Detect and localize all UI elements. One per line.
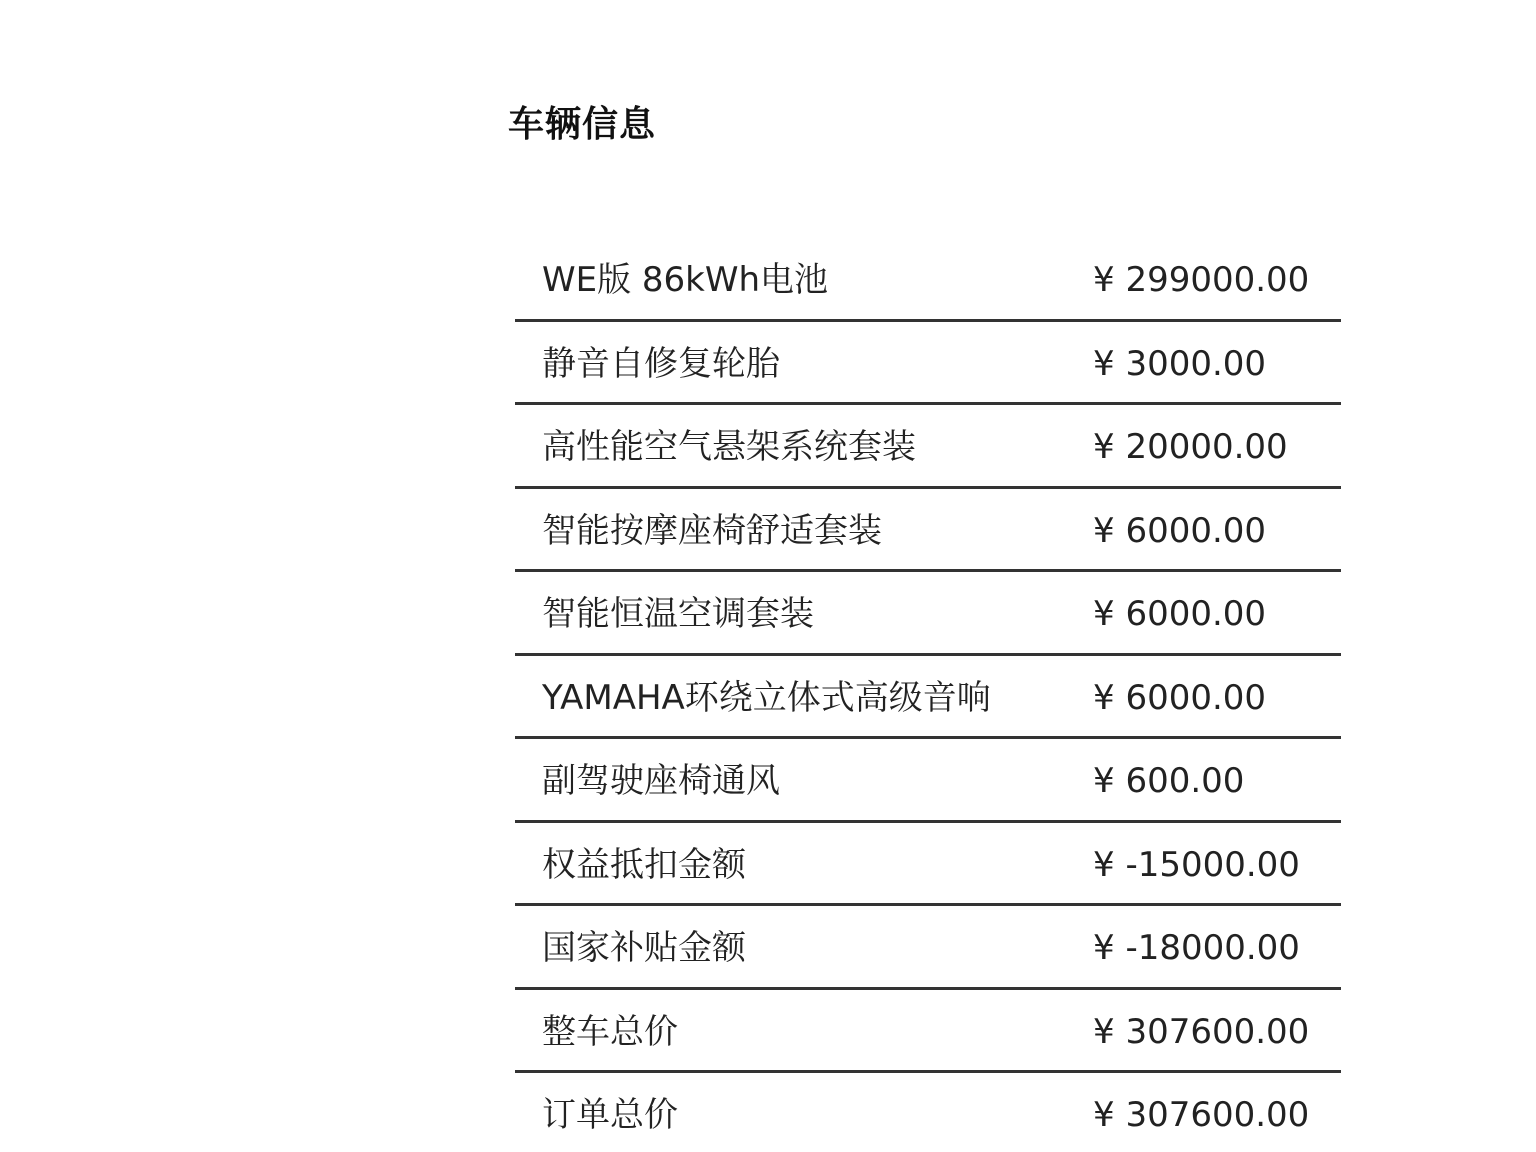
price-row-audio	[515, 656, 1341, 740]
item-price: ¥ -15000.00	[1093, 844, 1300, 885]
price-row-benefit-deduction	[515, 823, 1341, 907]
item-name: 智能恒温空调套装	[542, 594, 814, 634]
item-name: 智能按摩座椅舒适套装	[542, 510, 882, 551]
item-price: ¥ 307600.00	[1093, 1095, 1310, 1135]
item-price: ¥ 307600.00	[1093, 1011, 1310, 1052]
price-row-national-subsidy	[515, 906, 1341, 990]
item-name: 订单总价	[542, 1095, 678, 1135]
price-row-battery	[515, 238, 1341, 322]
item-name: 静音自修复轮胎	[542, 343, 780, 384]
item-price: ¥ -18000.00	[1093, 928, 1300, 968]
price-list	[515, 238, 1341, 1152]
price-row-passenger-ventilation	[515, 739, 1341, 823]
item-name: 国家补贴金额	[542, 928, 746, 968]
price-row-tires	[515, 322, 1341, 406]
item-name: 高性能空气悬架系统套装	[542, 427, 916, 467]
item-name: WE版 86kWh电池	[542, 260, 829, 300]
item-name: YAMAHA环绕立体式高级音响	[542, 677, 991, 718]
item-price: ¥ 20000.00	[1093, 427, 1288, 467]
item-price: ¥ 6000.00	[1093, 510, 1267, 551]
price-row-order-total	[515, 1073, 1341, 1152]
item-price: ¥ 3000.00	[1093, 343, 1267, 384]
price-row-massage-seats	[515, 489, 1341, 573]
item-price: ¥ 600.00	[1093, 761, 1245, 801]
section-title: 车辆信息	[508, 104, 657, 145]
item-price: ¥ 6000.00	[1093, 594, 1267, 634]
price-row-vehicle-total	[515, 990, 1341, 1074]
item-name: 副驾驶座椅通风	[542, 761, 780, 801]
price-row-climate-control	[515, 572, 1341, 656]
item-price: ¥ 299000.00	[1093, 260, 1310, 300]
price-row-air-suspension	[515, 405, 1341, 489]
item-price: ¥ 6000.00	[1093, 677, 1267, 718]
item-name: 整车总价	[542, 1011, 678, 1052]
item-name: 权益抵扣金额	[542, 844, 746, 885]
